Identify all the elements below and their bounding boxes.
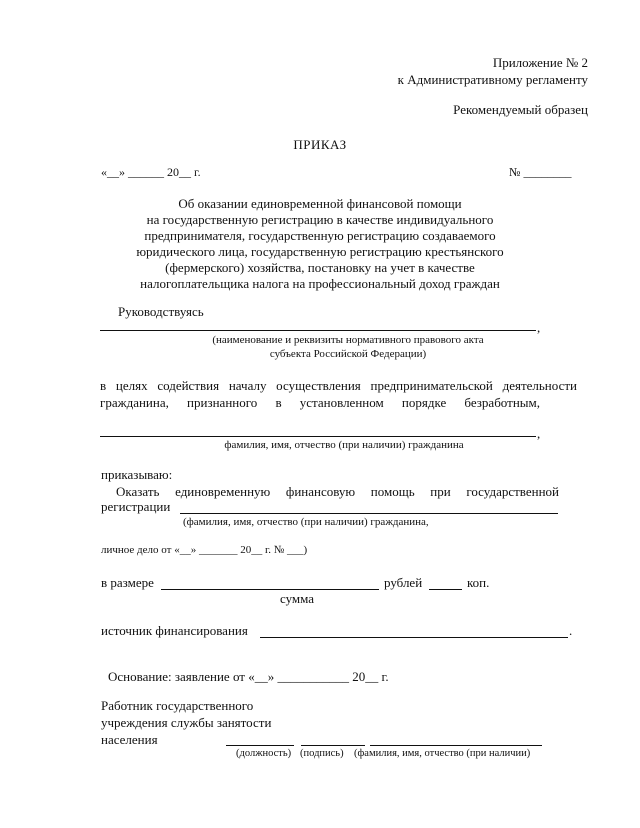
title-line: Об оказании единовременной финансовой помощи xyxy=(178,196,462,211)
signature-blank-line xyxy=(301,745,365,746)
caption-signature: (подпись) xyxy=(300,748,344,759)
title-line: юридического лица, государственную регистрацию крестьянского xyxy=(136,244,504,259)
act-caption-line1: (наименование и реквизиты нормативного правового акта xyxy=(212,334,484,346)
order-heading: ПРИКАЗ xyxy=(293,137,347,152)
title-line: на государственную регистрацию в качестве индивидуального xyxy=(146,212,494,227)
purpose-line2: гражданина, признанного в установленном порядке безработным, xyxy=(100,395,540,410)
amount-blank-line xyxy=(161,589,379,590)
comma: , xyxy=(537,426,541,441)
signature-line1: Работник государственного xyxy=(101,698,254,713)
sample-label: Рекомендуемый образец xyxy=(453,102,588,117)
purpose-line1: в целях содействия началу осуществления предпринимательской деятельности xyxy=(100,378,577,393)
personal-file: личное дело от «__» _______ 20__ г. № ___) xyxy=(101,544,308,556)
caption-name: (фамилия, имя, отчество (при наличии) xyxy=(354,748,531,759)
source-label: источник финансирования xyxy=(101,623,248,638)
registration-blank-line xyxy=(180,513,558,514)
order-title xyxy=(110,196,530,292)
appendix-regulation: к Административному регламенту xyxy=(397,72,588,87)
registration-label: регистрации xyxy=(101,499,171,514)
period: . xyxy=(569,623,573,638)
comma: , xyxy=(537,320,541,335)
name-blank-line xyxy=(370,745,542,746)
title-line: (фермерского) хозяйства, постановку на учет в качестве xyxy=(165,260,475,275)
signature-line3: населения xyxy=(101,732,158,747)
order-number: № ________ xyxy=(509,165,572,179)
appendix-number: Приложение № 2 xyxy=(492,55,588,70)
basis-line: Основание: заявление от «__» ___________ 20__ г. xyxy=(108,669,389,684)
kop-blank-line xyxy=(429,589,462,590)
citizen-blank-line xyxy=(100,436,536,437)
title-line: предпринимателя, государственную регистрацию создаваемого xyxy=(144,228,496,243)
position-blank-line xyxy=(226,745,294,746)
amount-label: в размере xyxy=(101,575,154,590)
sum-caption: сумма xyxy=(280,591,315,606)
order-date: «__» ______ 20__ г. xyxy=(101,165,201,179)
rubles-label: рублей xyxy=(384,575,423,590)
source-blank-line xyxy=(260,637,568,638)
act-blank-line xyxy=(100,330,536,331)
title-line: налогоплательщика налога на профессиональный доход граждан xyxy=(140,276,500,291)
provide-line: Оказать единовременную финансовую помощь при государственной xyxy=(116,484,559,499)
act-caption-line2: субъекта Российской Федерации) xyxy=(269,348,427,360)
citizen-caption: фамилия, имя, отчество (при наличии) гражданина xyxy=(224,439,464,451)
signature-line2: учреждения службы занятости xyxy=(101,715,272,730)
caption-position: (должность) xyxy=(236,748,292,759)
registration-caption: (фамилия, имя, отчество (при наличии) гражданина, xyxy=(183,516,429,528)
guided-by-label: Руководствуясь xyxy=(118,304,204,319)
kop-label: коп. xyxy=(467,575,490,590)
order-word: приказываю: xyxy=(101,467,173,482)
